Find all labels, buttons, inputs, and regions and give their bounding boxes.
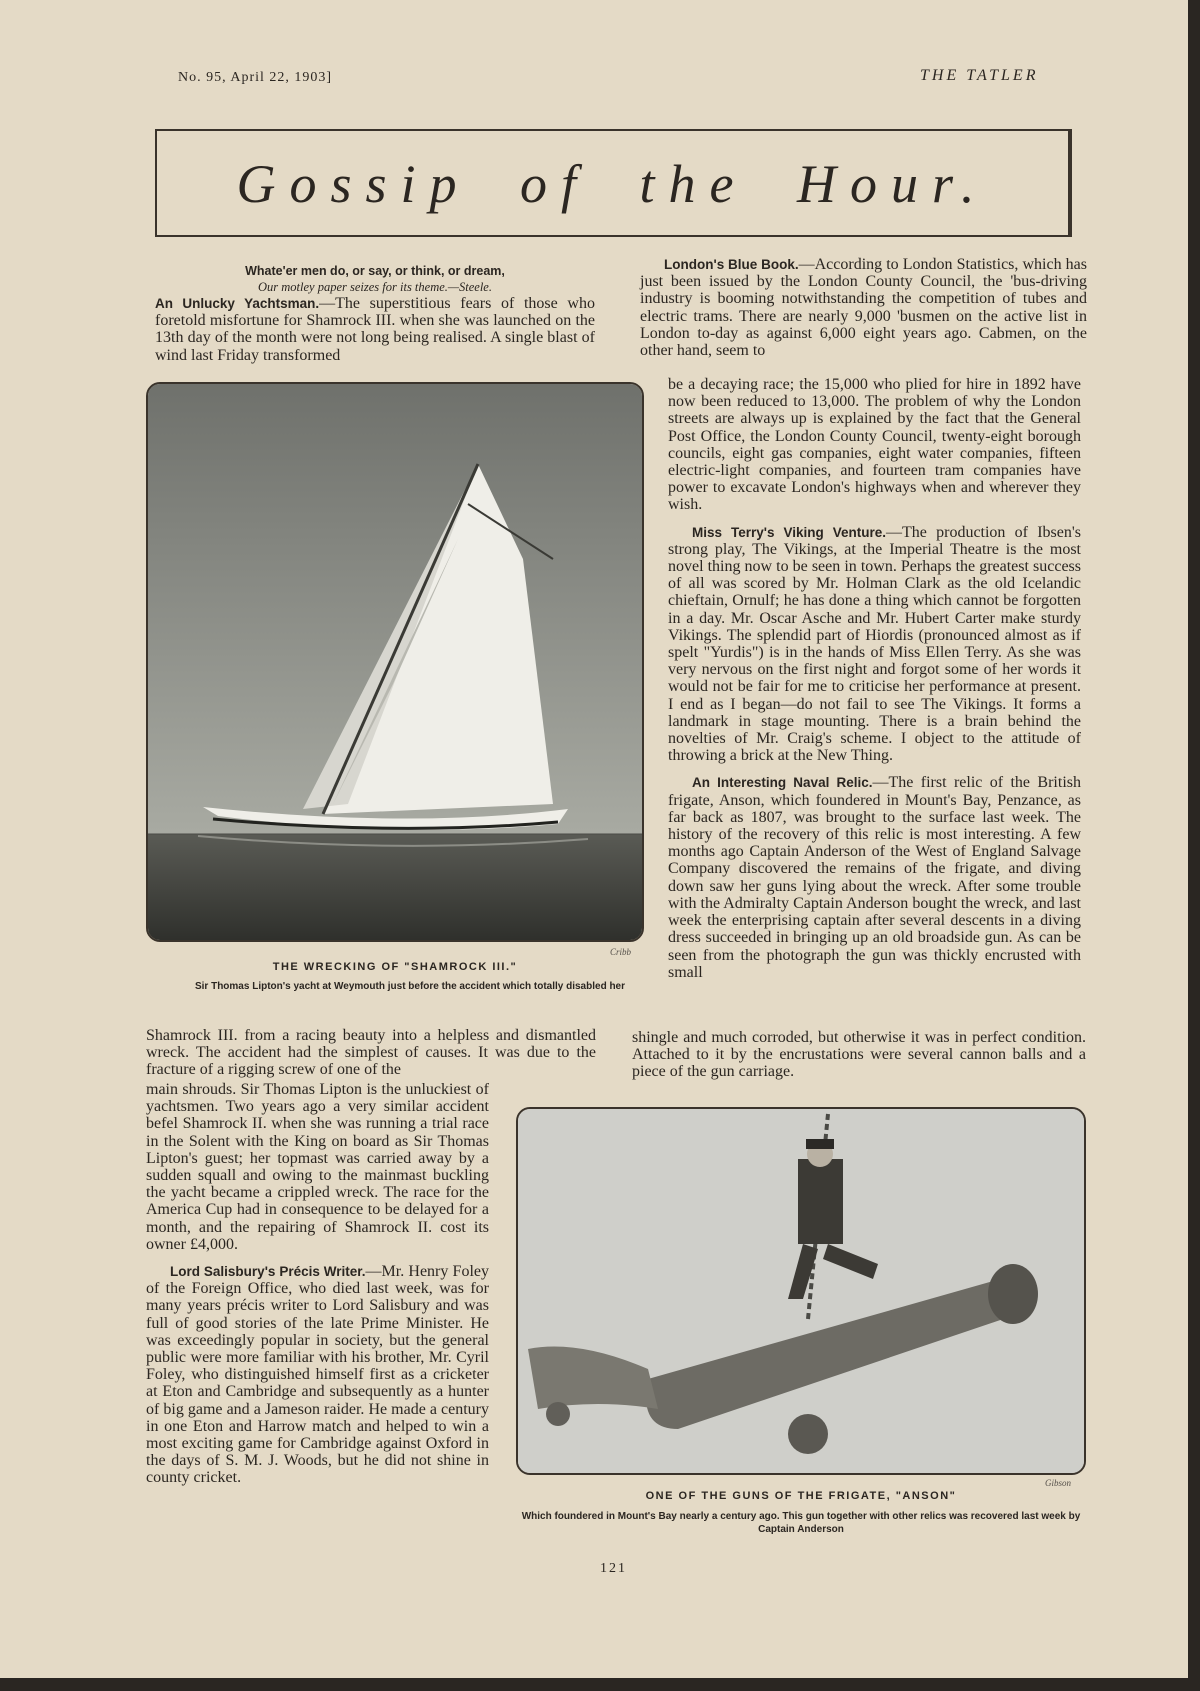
yacht-photo xyxy=(146,382,644,942)
yacht-sailing-image xyxy=(148,384,642,940)
gun-photo-credit: Gibson xyxy=(1045,1478,1072,1488)
cannon-and-man-image xyxy=(518,1109,1084,1473)
article-text: —The first relic of the British frigate, Anson, which foundered in Mount's Bay, Penzance, as far back as 1807, was brought to the surface last week. The history of the recovery of this relic is most interesting. A few months ago Captain Anderson of the West of England Salvage Company discovered the remains of the frigate, and diving down saw her guns lying about the wreck. After some trouble with the Admiralty Captain Anderson bought the wreck, and last week the enterprising captain after several descents in a diving dress succeeded in bringing up an old broadside gun. As can be seen from the photograph the gun was thickly encrusted with small xyxy=(668,774,1081,981)
epigraph-line-1: Whate'er men do, or say, or think, or dream, xyxy=(245,264,505,278)
article-bluebook-cont: be a decaying race; the 15,000 who plied for hire in 1892 have now been reduced to 13,000. The problem of why the London streets are always up is explained by the fact that the General Post Office, the London County Council, twenty-eight borough councils, eight gas companies, eight water companies, fifteen electric-light companies, and fourteen tram companies have power to excavate London's highways when and wherever they wish. xyxy=(668,376,1081,514)
title-box xyxy=(155,129,1072,237)
article-heading-salisbury: Lord Salisbury's Précis Writer. xyxy=(170,1264,366,1280)
article-yachtsman-cont: Shamrock III. from a racing beauty into a helpless and dismantled wreck. The accident had the simplest of causes. It was due to the fracture of a rigging screw of one of the xyxy=(146,1027,596,1079)
article-relic xyxy=(668,774,1081,980)
gun-caption-subtitle: Which foundered in Mount's Bay nearly a century ago. This gun together with other relics was recovered last week by Captain Anderson xyxy=(521,1511,1081,1535)
page-number: 121 xyxy=(600,1561,627,1576)
article-salisbury xyxy=(146,1263,489,1487)
issue-line: No. 95, April 22, 1903] xyxy=(178,70,333,85)
gun-caption-title: ONE OF THE GUNS OF THE FRIGATE, "ANSON" xyxy=(645,1490,957,1502)
right-column-inset xyxy=(668,376,1081,981)
article-heading-relic: An Interesting Naval Relic. xyxy=(692,775,873,791)
article-heading-yachtsman: An Unlucky Yachtsman. xyxy=(155,296,320,311)
epigraph xyxy=(155,263,595,295)
yacht-photo-credit: Cribb xyxy=(610,947,632,957)
article-relic-end: shingle and much corroded, but otherwise it was in perfect condition. Attached to it by the encrustations were several cannon balls and a piece of the gun carriage. xyxy=(632,1029,1086,1081)
article-yachtsman-end: main shrouds. Sir Thomas Lipton is the unluckiest of yachtsmen. Two years ago a very similar accident befel Shamrock II. when she was running a trial race in the Solent with the King on board as Sir Thomas Lipton's guest; her topmast was carried away by a sudden squall and owing to the mainmast buckling the yacht became a crippled wreck. The race for the America Cup had in consequence to be delayed for a month, and the repairing of Shamrock II. cost its owner £4,000. xyxy=(146,1081,489,1253)
article-terry xyxy=(668,524,1081,765)
epigraph-line-2: Our motley paper seizes for its theme.—Steele. xyxy=(258,280,492,294)
article-yachtsman-intro xyxy=(155,295,595,364)
yacht-caption-title: THE WRECKING OF "SHAMROCK III." xyxy=(272,961,518,973)
article-text: —According to London Statistics, which has just been issued by the London County Council, the 'bus-driving industry is booming notwithstanding the competition of tubes and electric trams. There are nearly 9,000 'busmen on the active list in London to-day as against 6,000 eight years ago. Cabmen, on the other hand, seem to xyxy=(640,256,1087,360)
left-column-top xyxy=(155,263,595,364)
magazine-name: THE TATLER xyxy=(920,67,1039,84)
right-column-bottom xyxy=(632,1029,1086,1081)
article-text: —Mr. Henry Foley of the Foreign Office, who died last week, was for many years précis writer to Lord Salisbury and was full of good stories of the late Prime Minister. He was exceedingly popular in society, but the general public were more familiar with his brother, Mr. Cyril Foley, who distinguished himself first as a cricketer at Eton and Cambridge and subsequently as a hunter of big game and a Jameson raider. He made a century in one Eton and Harrow match and helped to win a most exciting game for Cambridge against Oxford in the days of S. M. J. Woods, but he did not shine in county cricket. xyxy=(146,1263,489,1487)
article-heading-bluebook: London's Blue Book. xyxy=(664,257,799,272)
right-column xyxy=(640,256,1087,359)
left-column-middle xyxy=(146,1027,596,1079)
article-text: —The production of Ibsen's strong play, The Vikings, at the Imperial Theatre is the most novel thing now to be seen in town. Perhaps the greatest success of all was scored by Mr. Holman Clark as the old Icelandic chieftain, Ornulf; he has done a thing which cannot be forgotten in a day. Mr. Oscar Asche and Mr. Hubert Carter make sturdy Vikings. The splendid part of Hiordis (pronounced almost as if spelt "Yurdis") is in the hands of Miss Ellen Terry. As she was very nervous on the first night and forgot some of her words it would not be fair for me to criticise her performance at present. I end as I began—do not fail to see The Vikings. It forms a landmark in stage mounting. There is a brain behind the novelties of Mr. Craig's scheme. I object to the attitude of throwing a brick at the New Thing. xyxy=(668,523,1081,765)
left-column-bottom xyxy=(146,1081,489,1487)
yacht-caption-subtitle: Sir Thomas Lipton's yacht at Weymouth just before the accident which totally disabled her xyxy=(194,981,626,992)
article-bluebook xyxy=(640,256,1087,359)
article-heading-terry: Miss Terry's Viking Venture. xyxy=(692,524,886,540)
gun-photo xyxy=(516,1107,1086,1475)
article-text: —The superstitious fears of those who foretold misfortune for Shamrock III. when she was launched on the 13th day of the month were not long being realised. A single blast of wind last Friday transformed xyxy=(155,295,595,364)
page-title: Gossip of the Hour. xyxy=(236,154,989,214)
